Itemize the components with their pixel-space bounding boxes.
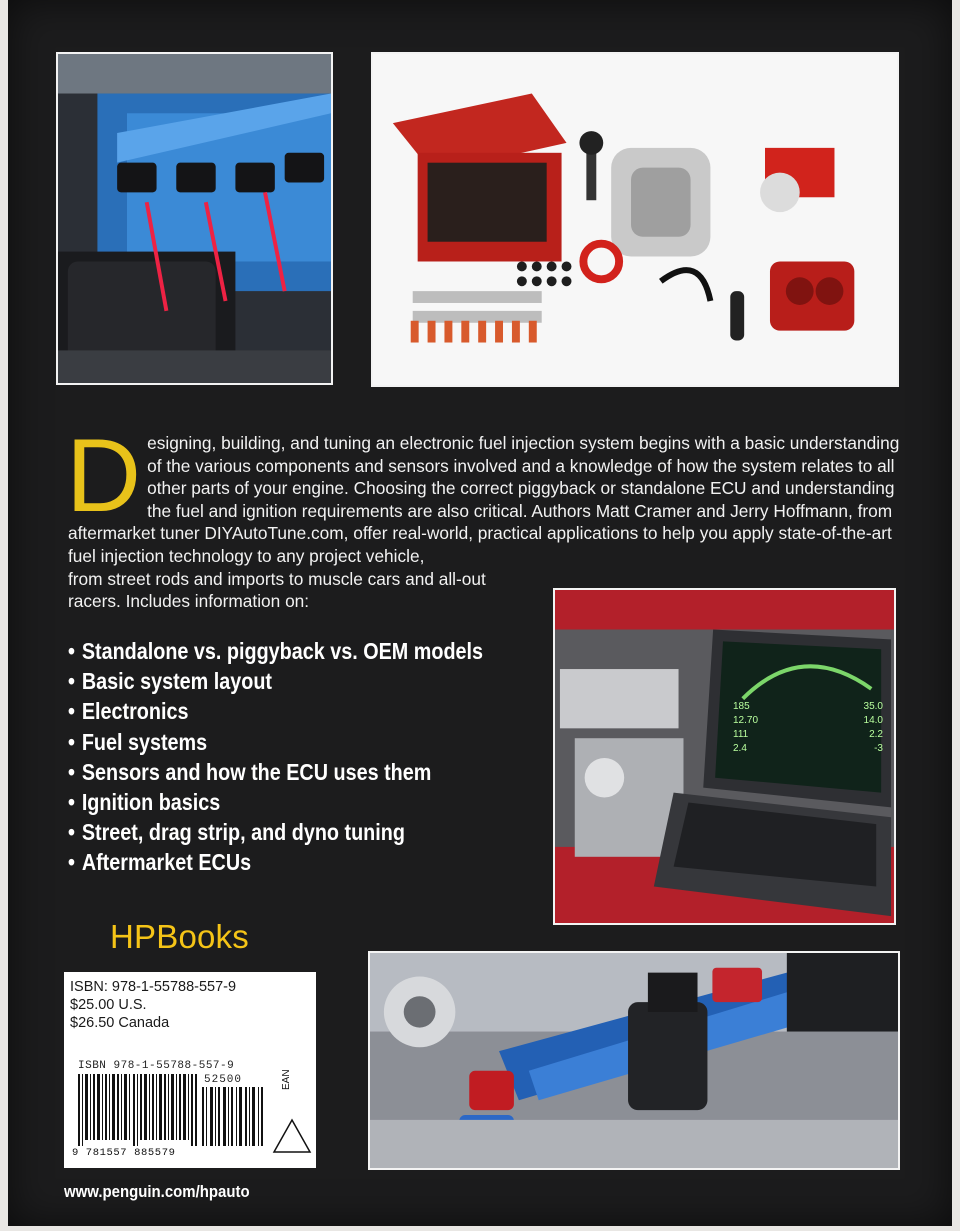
readout-right-4: -3 xyxy=(874,743,883,754)
laptop-tuning-photo xyxy=(553,588,896,925)
isbn-text: ISBN: 978-1-55788-557-9 xyxy=(70,979,237,995)
engine-photo xyxy=(56,52,333,385)
publisher-logo: HPBooks xyxy=(110,918,249,955)
efi-kit-photo xyxy=(371,52,899,387)
fuel-injector-photo xyxy=(368,951,900,1170)
feature-list xyxy=(68,636,484,878)
website-url[interactable]: www.penguin.com/hpauto xyxy=(64,1182,250,1201)
feature-item: • Standalone vs. piggyback vs. OEM models xyxy=(68,636,481,666)
readout-left-2: 12.70 xyxy=(733,715,759,726)
back-cover xyxy=(8,0,952,1226)
intro-body: esigning, building, and tuning an electronic fuel injection system begins with a basic understanding of the various components and sensors involved and a knowledge of how the system relates to all other parts of your engine. Choosing the correct piggyback or standalone ECU and understanding the fuel and ignition requirements are also critical. Authors Matt Cramer and Jerry Hoffmann, from aftermarket tuner DIYAutoTune.com, offer real-world, practical applications to help you apply state-of-the-art fuel injection technology to any project vehicle, xyxy=(68,433,900,566)
ean-label: EAN xyxy=(281,1069,292,1090)
feature-item: • Electronics xyxy=(68,696,481,726)
price-code: 52500 xyxy=(204,1074,243,1086)
intro-tail-line2: racers. Includes information on: xyxy=(68,591,310,612)
laptop-readout xyxy=(733,700,883,756)
feature-item: • Ignition basics xyxy=(68,787,481,817)
barcode-box xyxy=(64,972,316,1168)
feature-item: • Basic system layout xyxy=(68,666,481,696)
triangle-icon xyxy=(272,1118,312,1154)
dropcap-letter: D xyxy=(66,418,142,534)
barcode-addon-bars xyxy=(202,1087,266,1146)
barcode-digits: 9 781557 885579 xyxy=(72,1147,176,1159)
barcode-bars xyxy=(78,1074,198,1146)
feature-item: • Sensors and how the ECU uses them xyxy=(68,757,481,787)
price-canada: $26.50 Canada xyxy=(70,1015,170,1031)
feature-item: • Fuel systems xyxy=(68,727,481,757)
readout-left-1: 185 xyxy=(733,701,750,712)
readout-left-4: 2.4 xyxy=(733,743,747,754)
readout-right-1: 35.0 xyxy=(863,701,883,712)
feature-item: • Street, drag strip, and dyno tuning xyxy=(68,817,481,847)
feature-item: • Aftermarket ECUs xyxy=(68,847,481,877)
readout-right-3: 2.2 xyxy=(869,729,883,740)
intro-tail-line1: from street rods and imports to muscle cars and all-out xyxy=(68,568,486,589)
price-us: $25.00 U.S. xyxy=(70,997,147,1013)
readout-left-3: 111 xyxy=(733,729,749,740)
readout-right-2: 14.0 xyxy=(863,715,883,726)
isbn-small-text: ISBN 978-1-55788-557-9 xyxy=(78,1060,235,1072)
intro-paragraph xyxy=(66,418,903,613)
